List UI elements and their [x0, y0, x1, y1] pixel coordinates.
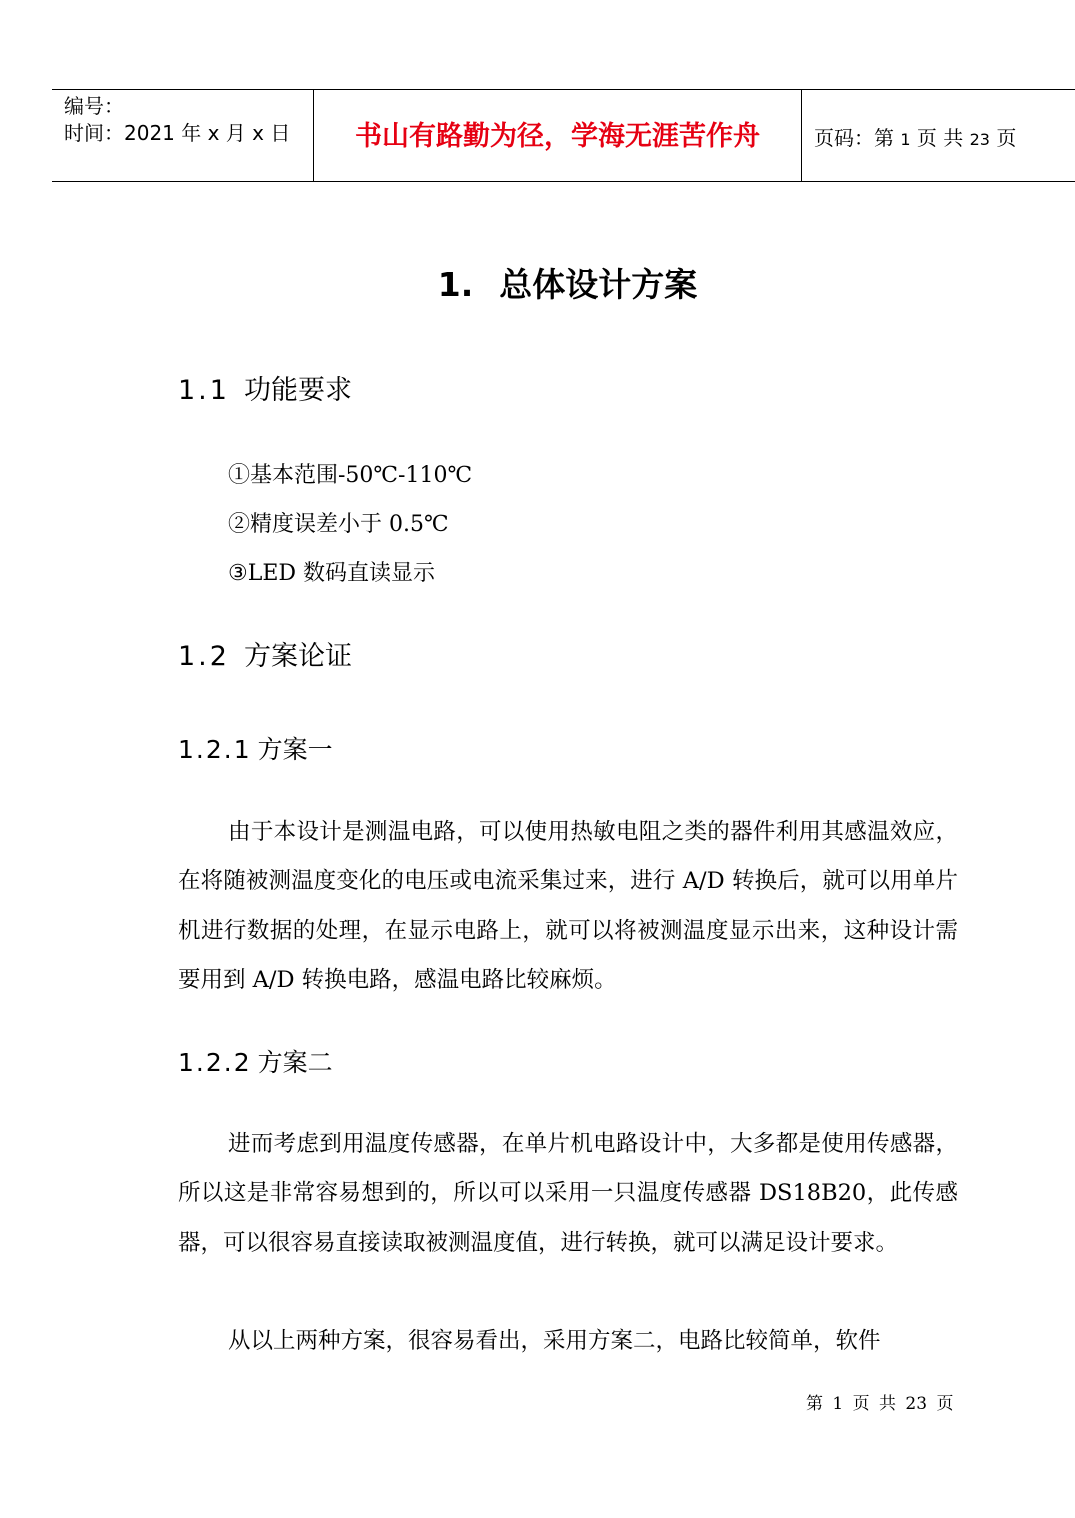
section-title: 功能要求: [243, 375, 352, 406]
section-title: 方案一: [257, 735, 333, 764]
header-divider: [801, 90, 802, 181]
section-heading-1-2: [178, 639, 352, 675]
section-number: 1.2.2: [178, 1048, 252, 1077]
requirement-item: ②精度误差小于 0.5℃: [228, 512, 449, 537]
page-middle: 页 共: [910, 126, 970, 150]
body-paragraph: 由于本设计是测温电路，可以使用热敏电阻之类的器件利用其感温效应，在将随被测温度变化的电压或电流采集过来，进行 A/D 转换后，就可以用单片机进行数据的处理，在显示电路上，就可以将被测温度显示出来，这种设计需要用到 A/D 转换电路，感温电路比较麻烦。: [178, 819, 958, 993]
section-title: 方案论证: [243, 641, 352, 672]
section-heading-1-2-1: [178, 733, 333, 767]
requirement-item: ③LED 数码直读显示: [228, 561, 436, 586]
section-title: 方案二: [257, 1048, 333, 1077]
section-heading-1-1: [178, 373, 352, 409]
body-paragraph: 进而考虑到用温度传感器，在单片机电路设计中，大多都是使用传感器，所以这是非常容易想到的，所以可以采用一只温度传感器 DS18B20，此传感器，可以很容易直接读取被测温度值，进行转换，就可以满足设计要求。: [178, 1131, 958, 1256]
title-number: 1.: [437, 265, 474, 304]
page-header: [52, 89, 1075, 182]
header-slogan: 书山有路勤为径，学海无涯苦作舟: [355, 121, 760, 152]
document-number-label: 编号：: [64, 94, 124, 118]
page-prefix: 页码：第: [814, 126, 901, 150]
body-paragraph: 从以上两种方案，很容易看出，采用方案二，电路比较简单，软件: [228, 1328, 881, 1354]
section-number: 1.2: [178, 641, 230, 672]
document-title: [0, 262, 1075, 308]
title-text: 总体设计方案: [499, 265, 698, 304]
section-heading-1-2-2: [178, 1046, 333, 1080]
section-number: 1.1: [178, 375, 230, 406]
section-number: 1.2.1: [178, 735, 252, 764]
page-total: 23: [969, 130, 990, 149]
page-suffix: 页: [989, 126, 1017, 150]
requirement-item: ①基本范围-50℃-110℃: [228, 463, 473, 488]
document-date: 时间：2021 年 x 月 x 日: [64, 121, 291, 145]
header-page-info: [814, 125, 1016, 153]
page-footer: 第 1 页 共 23 页: [806, 1394, 954, 1414]
page-current: 1: [900, 130, 911, 149]
